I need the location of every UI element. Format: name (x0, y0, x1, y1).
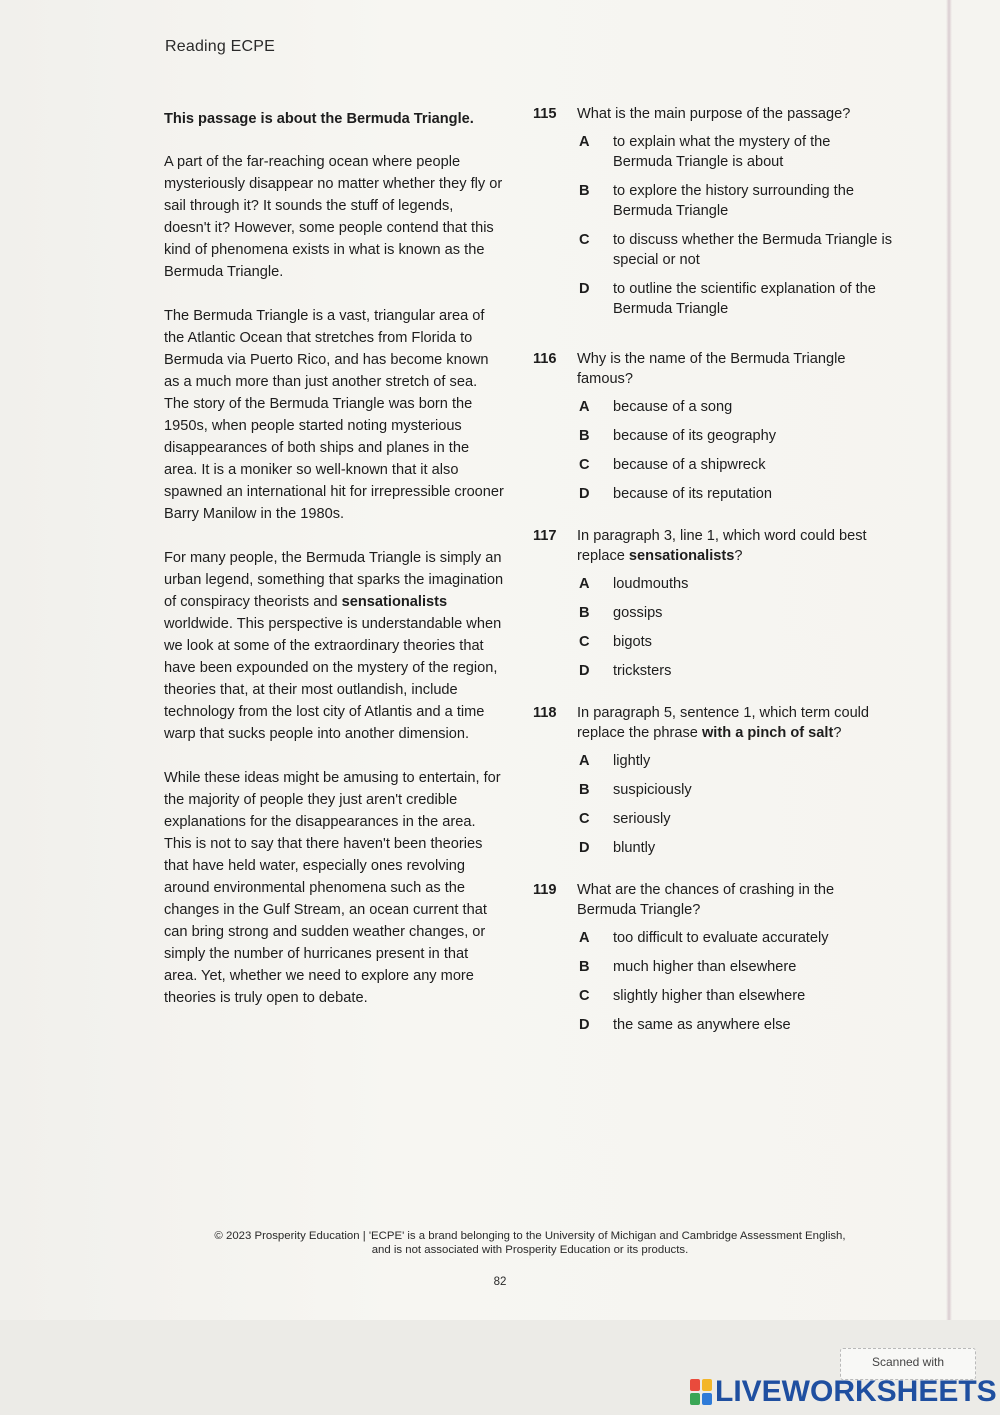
question-119 (533, 880, 893, 1035)
option-letter: B (579, 782, 590, 798)
option-d[interactable] (579, 838, 893, 858)
question-number: 119 (533, 882, 557, 898)
scanned-with-badge: Scanned with (840, 1348, 976, 1380)
option-c[interactable] (579, 986, 893, 1006)
option-a[interactable] (579, 132, 893, 172)
option-letter: D (579, 486, 590, 502)
option-text: because of its geography (613, 428, 777, 444)
option-text: suspiciously (613, 782, 692, 798)
question-text: In paragraph 5, sentence 1, which term could replace the phrase with a pinch of salt? (577, 705, 870, 741)
option-text: because of a shipwreck (613, 457, 766, 473)
option-letter: D (579, 281, 590, 297)
option-letter: B (579, 428, 590, 444)
question-118 (533, 703, 893, 858)
question-list (533, 104, 893, 1057)
option-c[interactable] (579, 230, 893, 270)
option-d[interactable] (579, 1015, 893, 1035)
page-header: Reading ECPE (165, 38, 276, 55)
option-text: tricksters (613, 663, 672, 679)
liveworksheets-brand: LIVEWORKSHEETS (715, 1375, 997, 1408)
option-a[interactable] (579, 928, 893, 948)
option-text: too difficult to evaluate accurately (613, 930, 829, 946)
passage-paragraph-3 (164, 547, 504, 745)
option-letter: D (579, 663, 590, 679)
option-text: to explain what the mystery of the Bermuda Triangle is about (613, 134, 831, 170)
footer-line-2: and is not associated with Prosperity Education or its products. (371, 1244, 689, 1256)
copyright-footer (160, 1229, 900, 1257)
option-letter: C (579, 457, 590, 473)
question-text: In paragraph 3, line 1, which word could best replace sensationalists? (577, 528, 867, 564)
option-letter: C (579, 634, 590, 650)
option-letter: C (579, 232, 590, 248)
question-bold-term: with a pinch of salt (701, 725, 834, 741)
question-text: Why is the name of the Bermuda Triangle famous? (577, 351, 846, 387)
paragraph-3-bold-term: sensationalists (341, 594, 448, 610)
option-c[interactable] (579, 455, 893, 475)
liveworksheets-watermark[interactable] (690, 1372, 997, 1412)
option-text: slightly higher than elsewhere (613, 988, 806, 1004)
option-text: to discuss whether the Bermuda Triangle is special or not (613, 232, 893, 268)
footer-line-1: © 2023 Prosperity Education | 'ECPE' is a brand belonging to the University of Michigan and Cambridge Assessment English, (214, 1230, 846, 1242)
option-text: because of its reputation (613, 486, 773, 502)
option-d[interactable] (579, 279, 893, 319)
question-115 (533, 104, 893, 319)
question-116 (533, 349, 893, 504)
option-letter: B (579, 959, 590, 975)
page-edge-shadow (946, 0, 952, 1320)
passage-paragraph-1: A part of the far-reaching ocean where people mysteriously disappear no matter whether they fly or sail through it? It sounds the stuff of legends, doesn't it? However, some people contend that this kind of phenomena exists in what is known as the Bermuda Triangle. (164, 154, 503, 280)
option-d[interactable] (579, 484, 893, 504)
paragraph-3-part-2: worldwide. This perspective is understandable when we look at some of the extraordinary theories that have been expounded on the mystery of the region, theories that, at their most outlandish, include technology from the lost city of Atlantis and a time warp that sucks people into another dimension. (164, 616, 502, 742)
option-text: lightly (613, 753, 651, 769)
option-text: seriously (613, 811, 671, 827)
question-number: 118 (533, 705, 557, 721)
question-number: 116 (533, 351, 557, 367)
question-text: What is the main purpose of the passage? (577, 106, 851, 122)
option-c[interactable] (579, 809, 893, 829)
passage-paragraph-4: While these ideas might be amusing to entertain, for the majority of people they just aren't credible explanations for the disappearances in the area. This is not to say that there haven't been theories that have held water, especially ones revolving around environmental phenomena such as the changes in the Gulf Stream, an ocean current that can bring strong and sudden weather changes, or simply the number of hurricanes present in that area. Yet, whether we need to explore any more theories is truly open to debate. (164, 770, 501, 1006)
option-b[interactable] (579, 426, 893, 446)
option-a[interactable] (579, 751, 893, 771)
option-b[interactable] (579, 957, 893, 977)
question-117 (533, 526, 893, 681)
option-letter: C (579, 988, 590, 1004)
option-b[interactable] (579, 181, 893, 221)
question-text: What are the chances of crashing in the Bermuda Triangle? (577, 882, 835, 918)
option-letter: A (579, 576, 590, 592)
option-text: to explore the history surrounding the Bermuda Triangle (613, 183, 854, 219)
option-text: loudmouths (613, 576, 689, 592)
option-text: much higher than elsewhere (613, 959, 797, 975)
option-text: because of a song (613, 399, 733, 415)
page-number: 82 (493, 1276, 507, 1288)
option-b[interactable] (579, 603, 893, 623)
question-number: 115 (533, 106, 557, 122)
option-letter: A (579, 399, 590, 415)
option-letter: A (579, 134, 590, 150)
option-a[interactable] (579, 574, 893, 594)
option-text: the same as anywhere else (613, 1017, 791, 1033)
passage-intro: This passage is about the Bermuda Triangle. (164, 111, 474, 127)
paragraph-3-part-1: For many people, the Bermuda Triangle is simply an urban legend, something that sparks the imagination of conspiracy theorists and (164, 550, 504, 610)
option-text: bigots (613, 634, 652, 650)
liveworksheets-logo-icon (690, 1379, 712, 1405)
option-letter: A (579, 753, 590, 769)
option-b[interactable] (579, 780, 893, 800)
option-letter: B (579, 605, 590, 621)
option-letter: D (579, 1017, 590, 1033)
option-text: to outline the scientific explanation of the Bermuda Triangle (613, 281, 876, 317)
option-a[interactable] (579, 397, 893, 417)
option-c[interactable] (579, 632, 893, 652)
question-bold-term: sensationalists (628, 548, 735, 564)
question-number: 117 (533, 528, 557, 544)
option-letter: D (579, 840, 590, 856)
option-letter: A (579, 930, 590, 946)
option-text: bluntly (613, 840, 656, 856)
option-letter: C (579, 811, 590, 827)
option-text: gossips (613, 605, 663, 621)
option-d[interactable] (579, 661, 893, 681)
option-letter: B (579, 183, 590, 199)
passage-paragraph-2: The Bermuda Triangle is a vast, triangular area of the Atlantic Ocean that stretches from Florida to Bermuda via Puerto Rico, and has become known as a much more than just another stretch of sea. The story of the Bermuda Triangle was born the 1950s, when people started noting mysterious disappearances of both ships and planes in the area. It is a moniker so well-known that it also spawned an international hit for irrepressible crooner Barry Manilow in the 1980s. (164, 308, 504, 522)
reading-passage (164, 108, 504, 1031)
